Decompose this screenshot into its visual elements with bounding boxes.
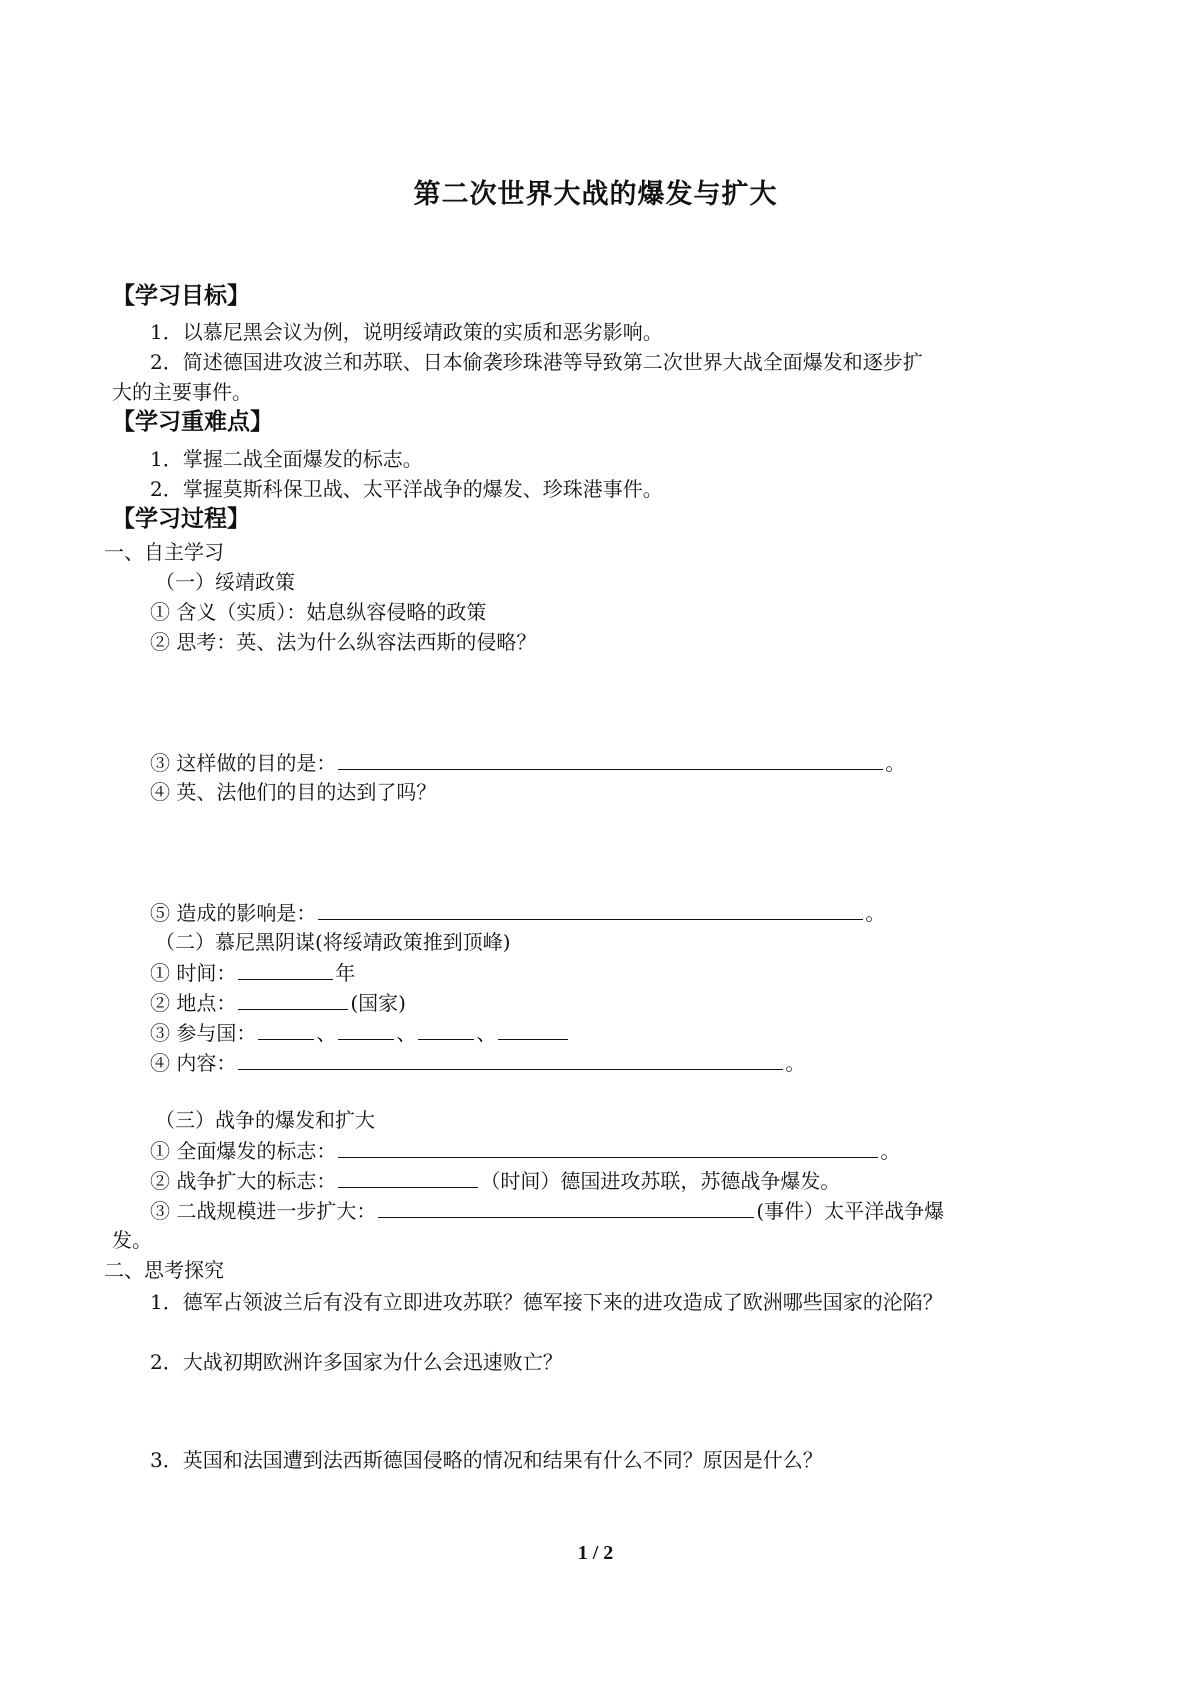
sec1-q5 (150, 899, 885, 926)
sec3-q3-cont: 发。 (112, 1228, 152, 1252)
goal-item-2-cont: 大的主要事件。 (112, 380, 252, 404)
sec1-q5-end: 。 (865, 901, 886, 925)
time-label: ① 时间： (150, 961, 237, 985)
purpose-blank[interactable] (338, 749, 883, 770)
inquiry-question-1: 1．德军占领波兰后有没有立即进攻苏联？德军接下来的进攻造成了欧洲哪些国家的沦陷？ (150, 1290, 943, 1314)
sec2-time (150, 959, 355, 986)
sec3-q2-label: ② 战争扩大的标志： (150, 1169, 337, 1193)
place-label: ② 地点： (150, 991, 237, 1015)
sec2-place (150, 989, 406, 1016)
event-blank[interactable] (378, 1197, 754, 1218)
content-label: ④ 内容： (150, 1051, 237, 1075)
sec3-q2 (150, 1167, 840, 1194)
key-point-1: 1．掌握二战全面爆发的标志。 (150, 447, 423, 471)
goal-item-1: 1．以慕尼黑会议为例，说明绥靖政策的实质和恶劣影响。 (150, 320, 663, 344)
sec3-q3-rest: (事件）太平洋战争爆 (756, 1199, 945, 1223)
sec3-q3 (150, 1197, 944, 1224)
sec1-q4: ④ 英、法他们的目的达到了吗？ (150, 780, 437, 804)
sec3-q2-rest: （时间）德国进攻苏联，苏德战争爆发。 (480, 1169, 841, 1193)
time-unit: 年 (335, 961, 356, 985)
sec2-participants (150, 1019, 570, 1046)
part2-label: 二、思考探究 (104, 1258, 224, 1282)
inquiry-question-2: 2．大战初期欧洲许多国家为什么会迅速败亡？ (150, 1350, 563, 1374)
participant-blank-1[interactable] (258, 1019, 314, 1040)
part1-label: 一、自主学习 (104, 540, 224, 564)
participant-blank-3[interactable] (418, 1019, 474, 1040)
sec3-q1-end: 。 (880, 1139, 901, 1163)
sec1-q3-end: 。 (885, 751, 906, 775)
sec1-q2: ② 思考：英、法为什么纵容法西斯的侵略？ (150, 630, 537, 654)
process-heading: 【学习过程】 (112, 506, 250, 532)
sec2-content (150, 1049, 805, 1076)
place-blank[interactable] (238, 989, 348, 1010)
page-number: 1 / 2 (577, 1542, 614, 1564)
sec1-q1: ① 含义（实质）：姑息纵容侵略的政策 (150, 600, 487, 624)
goal-item-2: 2．简述德国进攻波兰和苏联、日本偷袭珍珠港等导致第二次世界大战全面爆发和逐步扩 (150, 350, 923, 374)
sec2-title: （二）慕尼黑阴谋(将绥靖政策推到顶峰) (155, 930, 511, 954)
participant-sep-3: 、 (476, 1021, 497, 1045)
sec3-q1 (150, 1137, 900, 1164)
sec1-q3 (150, 749, 905, 776)
sec1-q5-label: ⑤ 造成的影响是： (150, 901, 317, 925)
page-title: 第二次世界大战的爆发与扩大 (413, 179, 778, 210)
sec3-title: （三）战争的爆发和扩大 (155, 1108, 375, 1132)
outbreak-sign-blank[interactable] (338, 1137, 878, 1158)
participant-sep-2: 、 (396, 1021, 417, 1045)
sec3-q3-label: ③ 二战规模进一步扩大： (150, 1199, 377, 1223)
time-blank[interactable] (238, 959, 333, 980)
participants-label: ③ 参与国： (150, 1021, 257, 1045)
impact-blank[interactable] (318, 899, 863, 920)
place-unit: (国家) (350, 991, 406, 1015)
sec1-title: （一）绥靖政策 (155, 570, 295, 594)
participant-sep-1: 、 (316, 1021, 337, 1045)
participant-blank-2[interactable] (338, 1019, 394, 1040)
inquiry-question-3: 3．英国和法国遭到法西斯德国侵略的情况和结果有什么不同？原因是什么？ (150, 1448, 823, 1472)
key-points-heading: 【学习重难点】 (112, 409, 273, 435)
goals-heading: 【学习目标】 (112, 283, 250, 309)
key-point-2: 2．掌握莫斯科保卫战、太平洋战争的爆发、珍珠港事件。 (150, 477, 663, 501)
sec3-q1-label: ① 全面爆发的标志： (150, 1139, 337, 1163)
sec1-q3-label: ③ 这样做的目的是： (150, 751, 337, 775)
content-end: 。 (785, 1051, 806, 1075)
content-blank[interactable] (238, 1049, 783, 1070)
participant-blank-4[interactable] (498, 1019, 568, 1040)
expansion-time-blank[interactable] (338, 1167, 478, 1188)
